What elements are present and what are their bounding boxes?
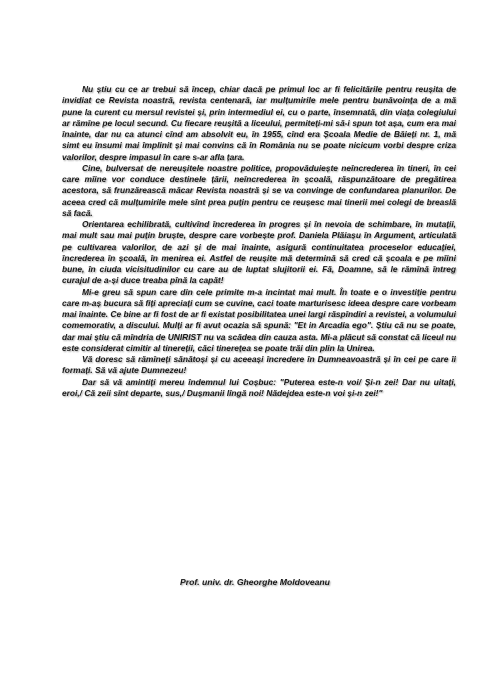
letter-body [62, 84, 456, 399]
paragraph: Orientarea echilibrată, cultivînd încrederea în progres și în nevoia de schimbare, în mutații, mai mult sau mai puțin bruște, despre care vorbește prof. Daniela Plăiașu în Argument, articulată pe cultivarea valorilor, de azi și de mai înainte, asigură continuitatea proceselor educației, încrederea în școală, în menirea ei. Astfel de reușite mă determină să cred că școala e pe mîini bune, în ciuda vicisitudinilor cu care au de luptat slujitorii ei. Fă, Doamne, să le rămînă întreg curajul de a-și duce treaba pînă la capăt! [62, 219, 456, 286]
paragraph: Mi-e greu să spun care din cele primite m-a incintat mai mult. În toate e o investiție pentru care m-aș bucura să fiți apreciați cum se cuvine, caci toate marturisesc ideea despre care vorbeam mai înainte. Ce bine ar fi fost de ar fi existat posibilitatea unei largi răspîndiri a revistei, a volumului comemorativ, a disculuі. Mulți ar fi avut ocazia să spună: "Et in Arcadia ego". Știu că nu se poate, dar mai știu că mîndria de UNIRIST nu va scădea din cauza asta. Mi-a plăcut să constat că liceul nu este considerat cimitir al tinereții, căci tinerețea se poate trăi din plin la Unirea. [62, 286, 456, 353]
paragraph: Vă doresc să rămîneți sănătoși și cu aceeași încredere în Dumneavoastră și în cei pe care îi formați. Să vă ajute Dumnezeu! [62, 354, 456, 376]
author-signature: Prof. univ. dr. Gheorghe Moldoveanu [180, 577, 330, 587]
paragraph: Cine, bulversat de nereușitele noastre politice, propovăduiește neîncrederea în tineri, în cei care mîine vor conduce destinele țării, neîncrederea în școală, răspunzătoare de pregătirea acestora, să frunzărească măcar Revista noastră și se va convinge de confundarea planurilor. De aceea cred că mulțumirile mele sînt prea puțin pentru ce reușesc mai tinerii mei colegi de breaslă să facă. [62, 162, 456, 218]
paragraph: Dar să vă amintiți mereu îndemnul lui Coșbuc: "Puterea este-n voi/ Și-n zei! Dar nu uitați, eroi,/ Că zeii sînt departe, sus,/ Dușmanii lîngă noi! Nădejdea este-n voi și-n zei!" [62, 376, 456, 398]
paragraph: Nu știu cu ce ar trebui să încep, chiar dacă pe primul loc ar fi felicitările pentru reușita de invidiat ce Revista noastră, revista centenară, iar mulțumirile mele pentru bunăvoința de a mă pune la curent cu mersul revistei și, prin intermediul ei, cu o parte, însemnată, din viața colegiului ar rămîne pe locul secund. Cu fiecare reușită a liceului, permiteți-mi să-i spun tot așa, cum era mai înainte, dar nu ca atunci cînd am absolvit eu, în 1955, cînd era Școala Medie de Băieți nr. 1, mă simt eu însumi mai împlinit și mai convins că în România nu se poate nicicum vorbi despre criza valorilor, despre impasul în care s-ar afla țara. [62, 84, 456, 162]
